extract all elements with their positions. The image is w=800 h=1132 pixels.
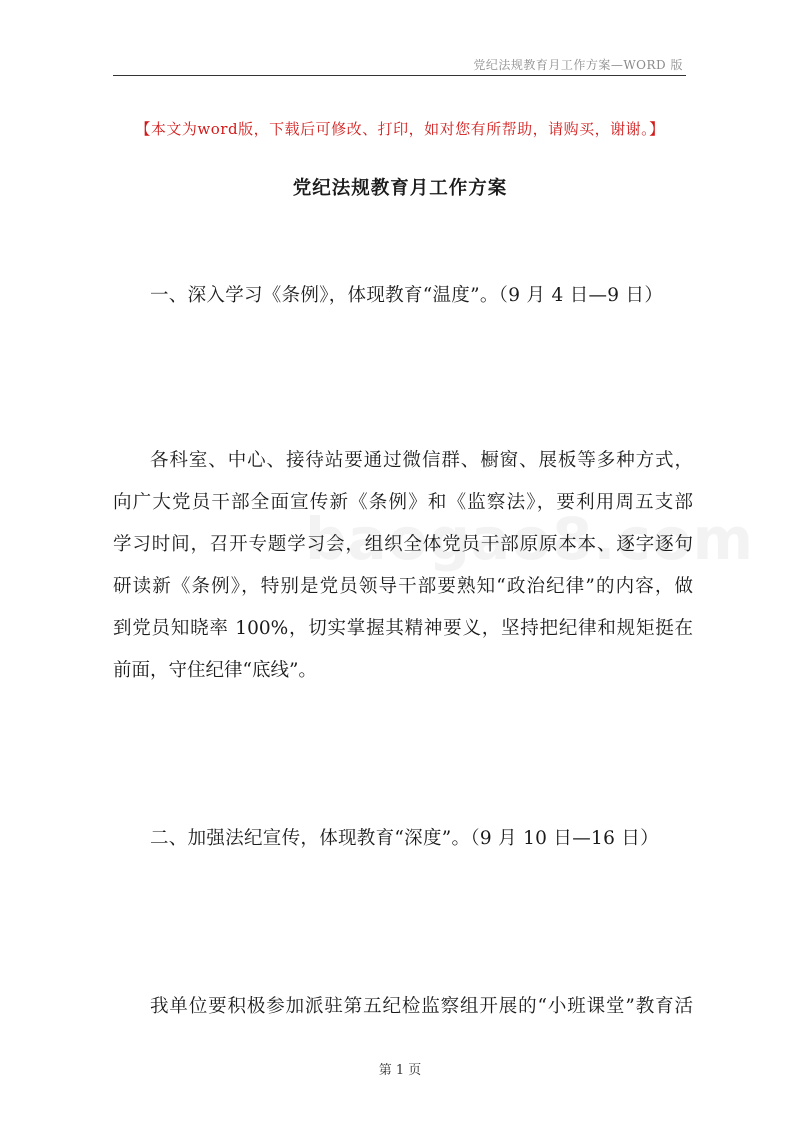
paragraph-line: 各科室、中心、接待站要通过微信群、橱窗、展板等多种方式， bbox=[150, 450, 693, 471]
section-heading-2: 二、加强法纪宣传，体现教育“深度”。（9 月 10 日—16 日） bbox=[150, 828, 659, 849]
paragraph-line: 前面，守住纪律“底线”。 bbox=[113, 660, 317, 681]
document-title: 党纪法规教育月工作方案 bbox=[292, 178, 508, 199]
section-paragraph-2 bbox=[113, 986, 693, 1028]
paragraph-line: 我单位要积极参加派驻第五纪检监察组开展的“小班课堂”教育活 bbox=[150, 996, 693, 1017]
paragraph-line: 研读新《条例》，特别是党员领导干部要熟知“政治纪律”的内容，做 bbox=[113, 576, 693, 597]
watermark bbox=[305, 505, 754, 573]
paragraph-line: 向广大党员干部全面宣传新《条例》和《监察法》，要利用周五支部 bbox=[113, 492, 693, 513]
page-number: 第 1 页 bbox=[378, 1063, 422, 1078]
download-notice: 【本文为word版，下载后可修改、打印，如对您有所帮助，请购买，谢谢。】 bbox=[135, 120, 665, 138]
header-rule bbox=[113, 75, 686, 76]
section-heading-1: 一、深入学习《条例》，体现教育“温度”。（9 月 4 日—9 日） bbox=[150, 285, 664, 306]
running-header: 党纪法规教育月工作方案—WORD 版 bbox=[473, 58, 683, 72]
paragraph-line: 到党员知晓率 100%，切实掌握其精神要义，坚持把纪律和规矩挺在 bbox=[113, 618, 693, 639]
paragraph-line: 学习时间，召开专题学习会，组织全体党员干部原原本本、逐字逐句 bbox=[113, 534, 693, 555]
